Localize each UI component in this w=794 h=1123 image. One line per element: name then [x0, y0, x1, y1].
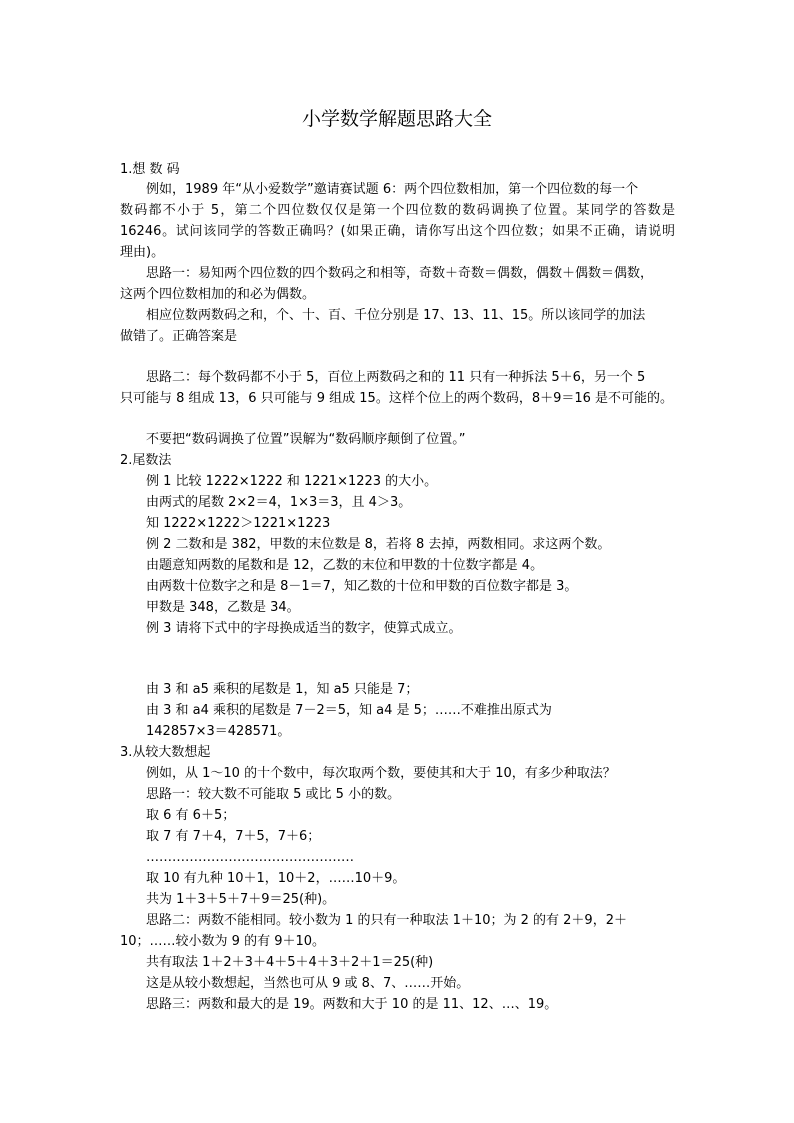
text-line: 取 10 有九种 10＋1，10＋2，……10＋9。 [146, 871, 406, 886]
text-line: 共有取法 1＋2＋3＋4＋5＋4＋3＋2＋1＝25(种) [146, 955, 434, 970]
text-line: 1.想 数 码 [120, 162, 180, 177]
text-line: 由两数十位数字之和是 8－1＝7，知乙数的十位和甲数的百位数字都是 3。 [146, 579, 578, 594]
text-line: 例 1 比较 1222×1222 和 1221×1223 的大小。 [146, 474, 438, 489]
text-line: 共为 1＋3＋5＋7＋9＝25(种)。 [146, 892, 336, 907]
text-line: 数码都不小于 5，第二个四位数仅仅是第一个四位数的数码调换了位置。某同学的答数是 [120, 203, 675, 218]
text-line: 例如，从 1～10 的十个数中，每次取两个数，要使其和大于 10，有多少种取法？ [146, 766, 616, 781]
text-line: 知 1222×1222＞1221×1223 [146, 516, 331, 531]
text-line: 取 6 有 6＋5； [146, 808, 236, 823]
text-line: 由两式的尾数 2×2＝4，1×3＝3，且 4＞3。 [146, 495, 412, 510]
text-line: 由题意知两数的尾数和是 12，乙数的末位和甲数的十位数字都是 4。 [146, 558, 544, 573]
text-line: 思路二：两数不能相同。较小数为 1 的只有一种取法 1＋10；为 2 的有 2＋9，2＋ [146, 913, 627, 928]
text-line: 甲数是 348，乙数是 34。 [146, 600, 300, 615]
text-line: 思路三：两数和最大的是 19。两数和大于 10 的是 11、12、…、19。 [146, 997, 558, 1012]
text-line: 理由)。 [120, 245, 165, 260]
text-line: ………………………………………… [146, 850, 354, 865]
text-line: 不要把“数码调换了位置”误解为“数码顺序颠倒了位置。” [146, 432, 466, 447]
text-line: 由 3 和 a5 乘积的尾数是 1，知 a5 只能是 7； [146, 682, 419, 697]
text-line: 取 7 有 7＋4，7＋5，7＋6； [146, 829, 321, 844]
text-line: 例 2 二数和是 382，甲数的末位数是 8，若将 8 去掉，两数相同。求这两个数。 [146, 537, 611, 552]
text-line: 思路二：每个数码都不小于 5，百位上两数码之和的 11 只有一种拆法 5＋6，另一个 5 [146, 370, 646, 385]
text-line: 2.尾数法 [120, 453, 172, 468]
text-line: 由 3 和 a4 乘积的尾数是 7－2＝5，知 a4 是 5；……不难推出原式为 [146, 703, 552, 718]
text-line: 例如，1989 年“从小爱数学”邀请赛试题 6：两个四位数相加，第一个四位数的每一个 [146, 182, 639, 197]
page-title: 小学数学解题思路大全 [301, 108, 492, 130]
text-line: 3.从较大数想起 [120, 745, 211, 760]
text-line: 相应位数两数码之和，个、十、百、千位分别是 17、13、11、15。所以该同学的加法 [146, 308, 646, 323]
text-line: 这两个四位数相加的和必为偶数。 [120, 287, 316, 302]
text-line: 10；……较小数为 9 的有 9＋10。 [120, 934, 326, 949]
text-line: 16246。试问该同学的答数正确吗？(如果正确，请你写出这个四位数；如果不正确，请说明 [120, 224, 675, 239]
text-line: 思路一：易知两个四位数的四个数码之和相等，奇数＋奇数＝偶数，偶数＋偶数＝偶数， [146, 266, 654, 281]
text-line: 做错了。正确答案是 [120, 329, 238, 344]
text-line: 142857×3＝428571。 [146, 724, 291, 739]
text-line: 这是从较小数想起，当然也可从 9 或 8、7、……开始。 [146, 976, 470, 991]
text-line: 例 3 请将下式中的字母换成适当的数字，使算式成立。 [146, 621, 462, 636]
text-line: 只可能与 8 组成 13，6 只可能与 9 组成 15。这样个位上的两个数码，8＋9＝16 是不可能的。 [120, 391, 674, 406]
text-line: 思路一：较大数不可能取 5 或比 5 小的数。 [146, 787, 401, 802]
